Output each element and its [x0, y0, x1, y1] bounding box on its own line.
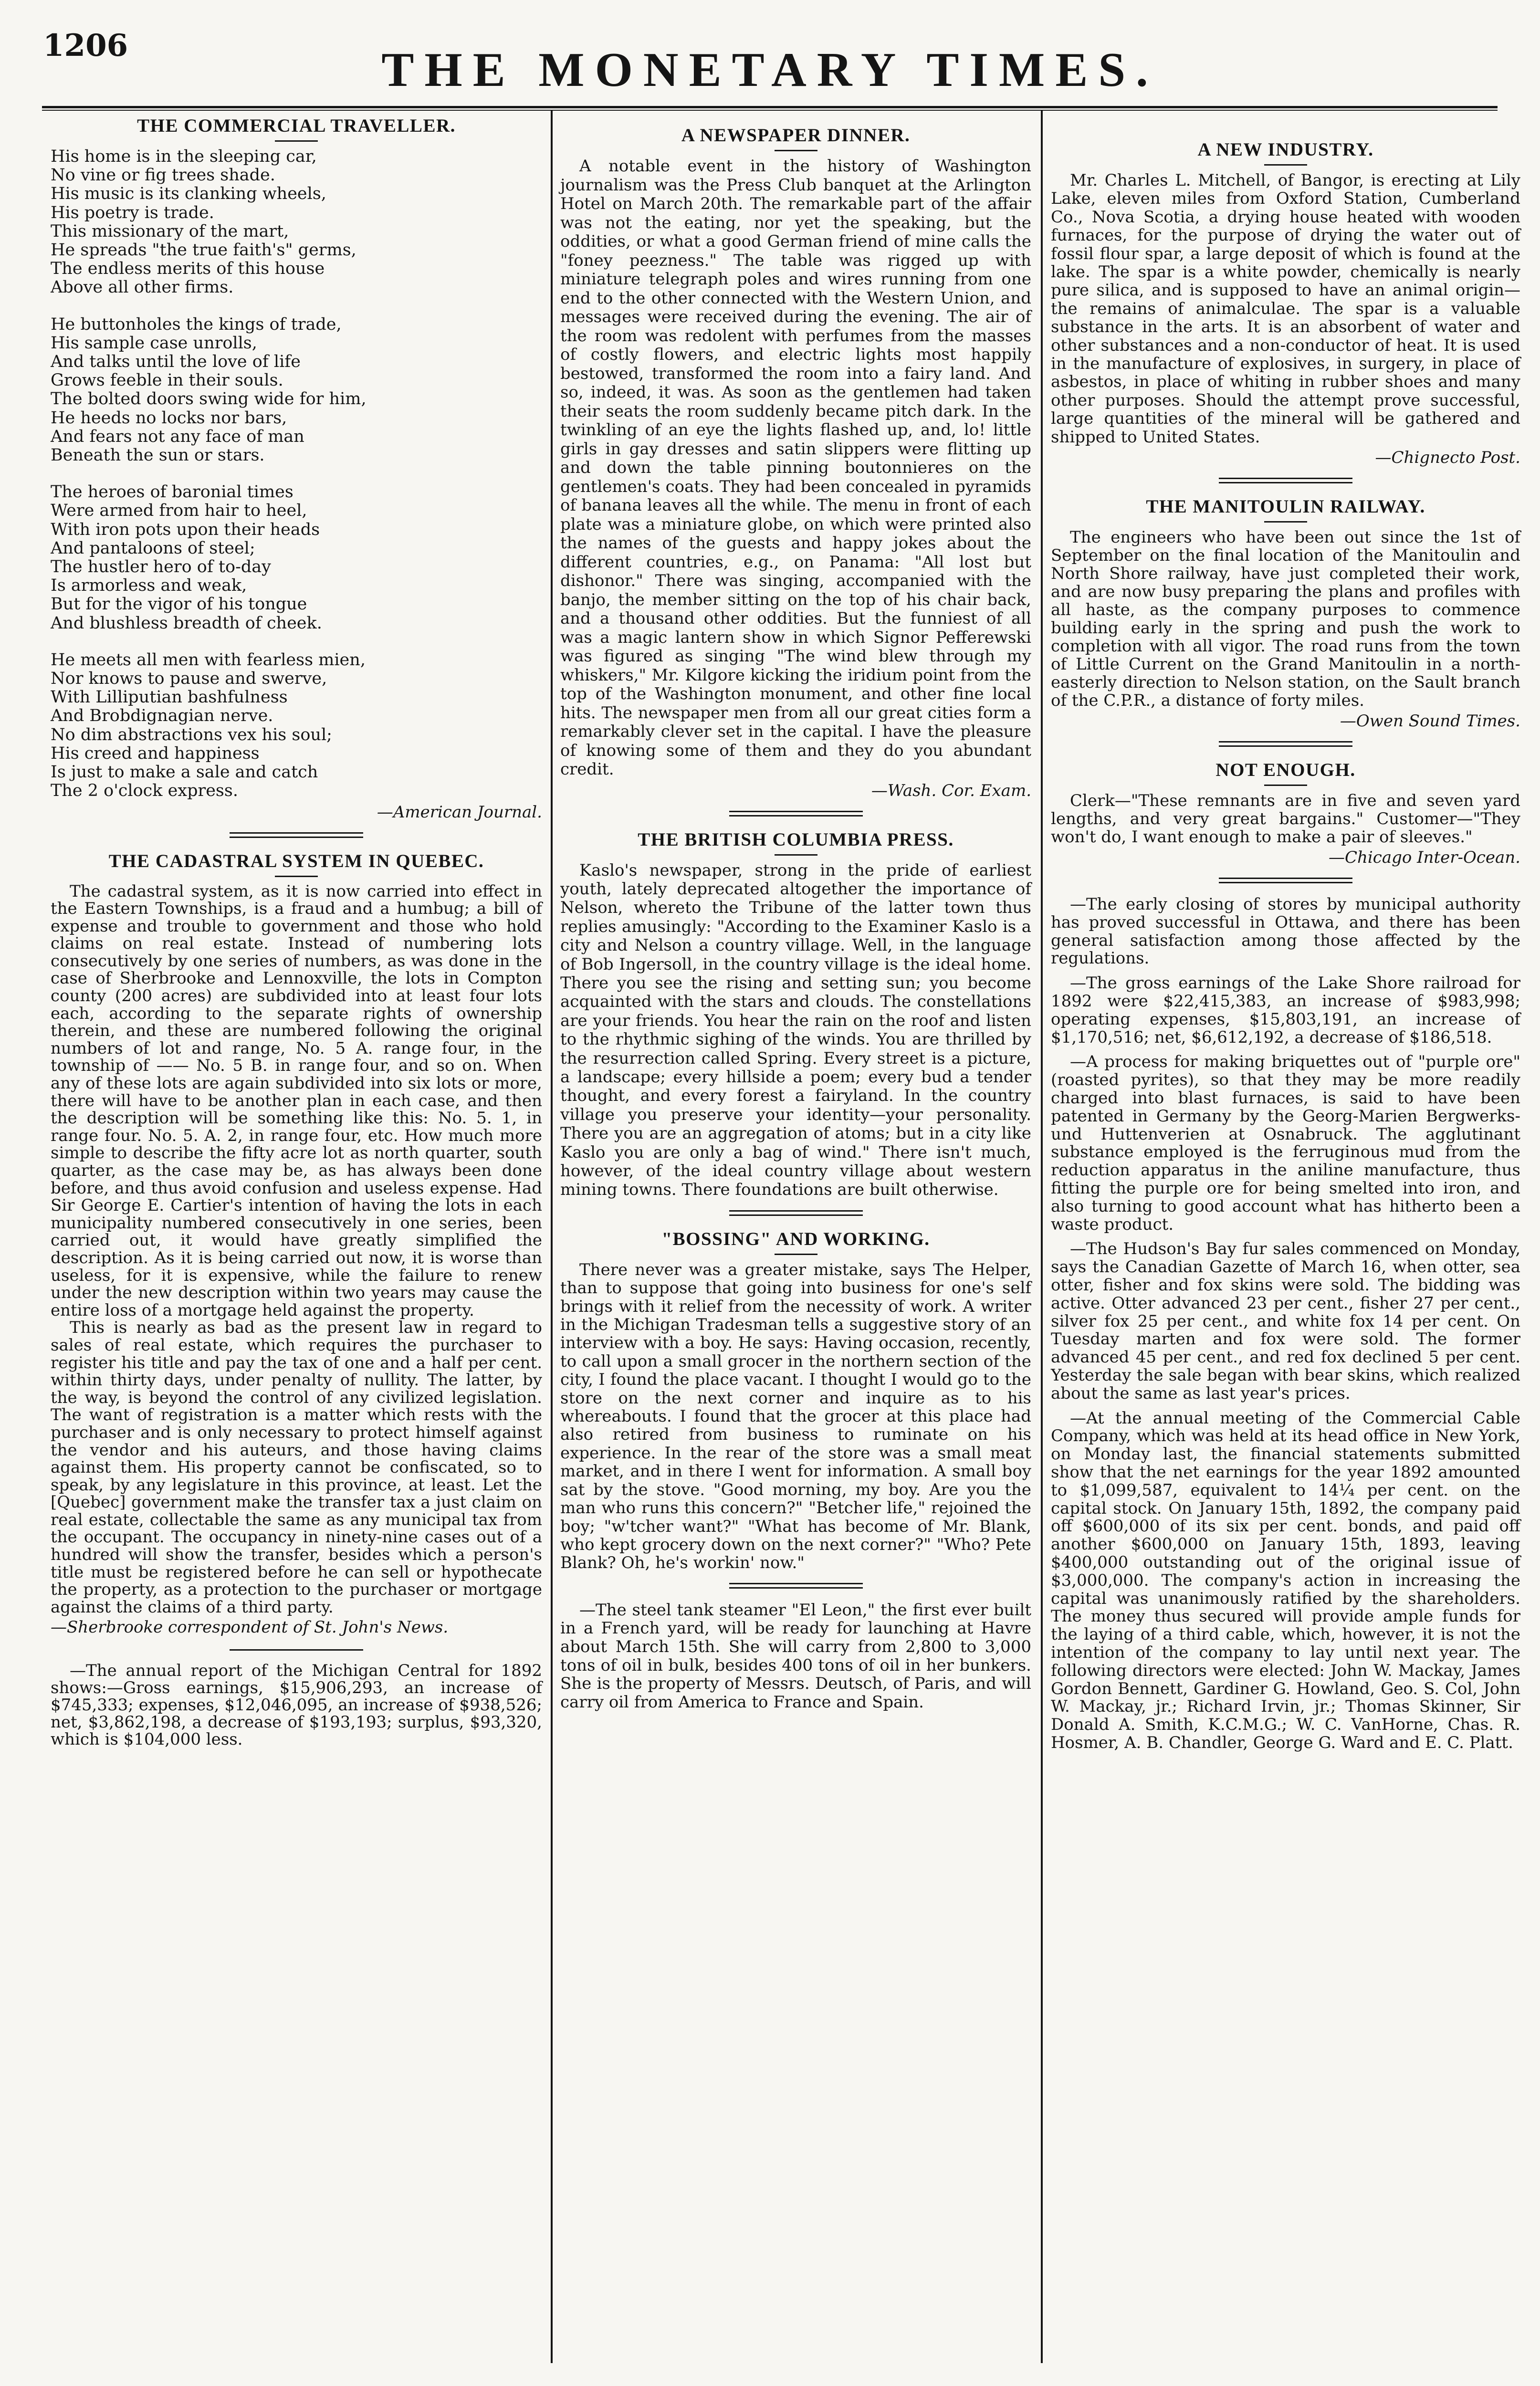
article-title: "BOSSING" AND WORKING.	[661, 1228, 930, 1249]
article-commercial-traveller	[51, 112, 542, 822]
article-title: THE BRITISH COLUMBIA PRESS.	[638, 829, 954, 850]
title-dash	[1264, 521, 1307, 523]
article-source: —Wash. Cor. Exam.	[871, 781, 1031, 800]
column-rule-right	[1041, 111, 1043, 2363]
article-bossing-and-working	[560, 1228, 1031, 1572]
article-newspaper-dinner	[560, 112, 1031, 800]
article-paragraph: A notable event in the history of Washington journalism was the Press Club banquet at the Arlington Hotel on March 20th. The remarkable part of the affair was not the eating, nor yet the speaking, but the oddities, or what a good German friend of mine calls the "foney peezness." The table was rigged up with miniature telegraph poles and wires running from one end to the other connected with the Western Union, and messages were received during the evening. The air of the room was redolent with perfumes from the masses of costly flowers, and electric lights most happily bestowed, transformed the room into a fairy land. And so, indeed, it was. As soon as the gentlemen had taken their seats the room suddenly became pitch dark. In the twinkling of an eye the lights flashed up, and, lo! little girls in gay dresses and satin slippers were flitting up and down the table pinning boutonnieres on the gentlemen's coats. They had been concealed in pyramids of banana leaves all the while. The menu in front of each plate was a miniature globe, on which were printed also the names of the guests and happy jokes about the different countries, e.g., on Panama: "All lost but dishonor." There was singing, accompanied with the banjo, the member sitting on the top of his chair back, and a thousand other oddities. But the funniest of all was a magic lantern show in which Signor Pefferewski was figured as singing "The wind blew through my whiskers," Mr. Kilgore kicking the iridium point from the top of the Washington monument, and other fine local hits. The newspaper men from all our great cities form a remarkably clever set in the capital. I have the pleasure of knowing some of them and they do you abundant credit.	[560, 157, 1031, 779]
article-source: —Chignecto Post.	[1375, 448, 1520, 468]
section-divider	[1219, 741, 1352, 747]
news-items	[1051, 896, 1520, 1752]
title-dash	[1264, 785, 1307, 786]
article-paragraph: There never was a greater mistake, says The Helper, than to suppose that going into business for one's self brings with it relief from the necessity of work. A writer in the Michigan Tradesman tells a suggestive story of an interview with a boy. He says: Having occasion, recently, to call upon a small grocer in the northern section of the city, I found the place vacant. I thought I would go to the store on the next corner and inquire as to his whereabouts. I found that the grocer at this place had also retired from business to ruminate on his experience. In the rear of the store was a small meat market, and in there I went for information. A small boy sat by the stove. "Good morning, my boy. Are you the man who runs this concern?" "Betcher life," rejoined the boy; "w'tcher want?" "What has become of Mr. Blank, who kept grocery down on the next corner?" "Who? Pete Blank? Oh, he's workin' now."	[560, 1260, 1031, 1573]
news-item: —The gross earnings of the Lake Shore railroad for 1892 were $22,415,383, an increase of $983,998; operating expenses, $15,803,191, an increase of $1,170,516; net, $6,612,192, a decrease of $186,518.	[1051, 973, 1520, 1047]
news-item: —A process for making briquettes out of "purple ore" (roasted pyrites), so that they may be more readily charged into blast furnaces, is said to have been patented in Germany by the Georg-Marien Bergwerks-und Huttenverien at Osnabruck. The agglutinant substance employed is the ferruginous mud from the reduction apparatus in the aniline manufacture, thus fitting the purple ore for being smelted into iron, and also turning to good account what has hitherto been a waste product.	[1051, 1052, 1520, 1234]
section-divider	[729, 1583, 863, 1589]
article-title: THE CADASTRAL SYSTEM IN QUEBEC.	[108, 850, 484, 871]
section-divider	[1219, 478, 1352, 483]
masthead-rule-thick	[42, 106, 1498, 108]
poem-verse: The heroes of baronial times Were armed from hair to heel, With iron pots upon their heads And pantaloons of steel; The hustler hero of to-day Is armorless and weak, But for the vigor of his tongue And blushless breadth of cheek.	[51, 482, 322, 633]
article-manitoulin-railway	[1051, 496, 1520, 731]
title-dash	[1264, 164, 1307, 166]
article-paragraph: The cadastral system, as it is now carried into effect in the Eastern Townships, is a fraud and a humbug; a bill of expense and trouble to government and those who hold claims on real estate. Instead of numbering lots consecutively by one series of numbers, as was done in the case of Sherbrooke and Lennoxville, the lots in Compton county (200 acres) are subdivided into at least four lots each, according to the separate rights of ownership therein, and these are numbered following the original numbers of lot and range, No. 5 A. range four, in the township of —— No. 5 B. in range four, and so on. When any of these lots are again subdivided into six lots or more, there will have to be another plan in each case, and then the description will be something like this: No. 5. 1, in range four. No. 5. A. 2, in range four, etc. How much more simple to describe the fifty acre lot as north quarter, south quarter, as the case may be, as has always been done before, and thus avoid confusion and useless expense. Had Sir George E. Cartier's intention of having the lots in each municipality numbered consecutively in one series, been carried out, it would have greatly simplified the description. As it is being carried out now, it is worse than useless, for it is expensive, while the failure to renew under the new description within two years may cause the entire loss of a mortgage held against the property.	[51, 881, 542, 1320]
poem-verse: He meets all men with fearless mien, Nor knows to pause and swerve, With Lilliputian bashfulness And Brobdignagian nerve. No dim abstractions vex his soul; His creed and happiness Is just to make a sale and catch The 2 o'clock express.	[51, 650, 366, 801]
article-paragraph: This is nearly as bad as the present law in regard to sales of real estate, which requires the purchaser to register his title and pay the tax of one and a half per cent. within thirty days, under penalty of nullity. The latter, by the way, is beyond the control of any civilized legislation. The want of registration is a matter which rests with the purchaser and is only necessary to protect himself against the vendor and his auteurs, and those having claims against them. His property cannot be confiscated, so to speak, by any legislature in this province, at least. Let the [Quebec] government make the transfer tax a just claim on real estate, collectable the same as any municipal tax from the occupant. The occupancy in ninety-nine cases out of a hundred will show the transfer, besides which a person's title must be registered before he can sell or hypothecate the property, as a protection to the purchaser or mortgage against the claims of a third party.	[51, 1318, 542, 1617]
section-divider	[729, 1210, 863, 1216]
column-rule-left	[551, 111, 553, 2363]
article-source: —Owen Sound Times.	[1340, 712, 1520, 731]
column-2	[554, 112, 1038, 2365]
article-new-industry	[1051, 112, 1520, 467]
article-title: THE COMMERCIAL TRAVELLER.	[137, 115, 456, 136]
title-dash	[275, 876, 318, 877]
section-divider	[230, 832, 363, 838]
title-dash	[775, 150, 817, 151]
poem-verse: His home is in the sleeping car, No vine or fig trees shade. His music is its clanking wheels, His poetry is trade. This missionary of the mart, He spreads "the true faith's" germs, The endless merits of this house Above all other firms.	[51, 147, 356, 297]
news-item: —The steel tank steamer "El Leon," the first ever built in a French yard, will be ready for launching at Havre about March 15th. She will carry from 2,800 to 3,000 tons of oil in bulk, besides 400 tons of oil in her bunkers. She is the property of Messrs. Deutsch, of Paris, and will carry oil from America to France and Spain.	[560, 1600, 1031, 1712]
masthead-rule-thin	[42, 110, 1498, 111]
article-title: THE MANITOULIN RAILWAY.	[1146, 496, 1425, 517]
section-divider	[1219, 878, 1352, 883]
news-item: —The early closing of stores by municipal authority has proved successful in Ottawa, and there has been general satisfaction among those affected by the regulations.	[1051, 895, 1520, 968]
article-michigan-central	[51, 1662, 542, 1748]
news-item: —The Hudson's Bay fur sales commenced on Monday, says the Canadian Gazette of March 16, when otter, sea otter, fisher and fox skins were sold. The bidding was active. Otter advanced 23 per cent., fisher 27 per cent., silver fox 25 per cent., and white fox 14 per cent. On Tuesday marten and fox were sold. The former advanced 45 per cent., and red fox declined 5 per cent. Yesterday the sale began with bear skins, which realized about the same as last year's prices.	[1051, 1239, 1520, 1403]
page-number: 1206	[43, 28, 128, 63]
article-paragraph: Clerk—"These remnants are in five and seven yard lengths, and very great bargains." Customer—"They won't do, I want enough to make a pair of sleeves."	[1051, 791, 1520, 847]
article-cadastral-system	[51, 850, 542, 1637]
article-paragraph: Kaslo's newspaper, strong in the pride of earliest youth, lately deprecated altogether the importance of Nelson, whereto the Tribune of the latter town thus replies amusingly: "According to the Examiner Kaslo is a city and Nelson a country village. Well, in the language of Bob Ingersoll, in the country village is the ideal home. There you see the rising and setting sun; you become acquainted with the stars and clouds. The constellations are your friends. You hear the rain on the roof and listen to the rhythmic sighing of the winds. You are thrilled by the resurrection called Spring. Every street is a picture, a landscape; every hillside a poem; every bud a tender thought, and every forest a fairyland. In the country village you preserve your identity—your personality. There you are an aggregation of atoms; but in a city like Kaslo you are only a bag of wind." There isn't much, however, of the ideal country village about western mining towns. There foundations are built otherwise.	[560, 860, 1031, 1200]
article-bc-press	[560, 829, 1031, 1200]
article-source: —Chicago Inter-Ocean.	[1328, 848, 1520, 868]
article-source: —American Journal.	[377, 802, 542, 822]
column-3	[1044, 112, 1527, 2365]
article-el-leon	[560, 1601, 1031, 1712]
column-1	[44, 112, 549, 2365]
title-dash	[275, 140, 318, 142]
article-title: A NEWSPAPER DINNER.	[681, 125, 911, 146]
article-title: A NEW INDUSTRY.	[1197, 139, 1374, 160]
article-source: —Sherbrooke correspondent of St. John's News.	[51, 1618, 449, 1637]
section-divider	[729, 811, 863, 816]
news-item: —At the annual meeting of the Commercial Cable Company, which was held at its head office in New York, on Monday last, the financial statements submitted show that the net earnings for the year 1892 amounted to $1,099,587, equivalent to 14¼ per cent. on the capital stock. On January 15th, 1892, the company paid off $600,000 of its six per cent. bonds, and paid off another $600,000 on January 15th, 1893, leaving $400,000 outstanding out of the original issue of $3,000,000. The company's action in increasing the capital was unanimously ratified by the shareholders. The money thus secured will provide ample funds for the laying of a third cable, which, however, it is not the intention of the company to lay until next year. The following directors were elected: John W. Mackay, James Gordon Bennett, Gardiner G. Howland, Geo. S. Col, John W. Mackay, jr.; Richard Irvin, jr.; Thomas Skinner, Sir Donald A. Smith, K.C.M.G.; W. C. VanHorne, Chas. R. Hosmer, A. B. Chandler, George G. Ward and E. C. Platt.	[1051, 1408, 1520, 1752]
poem-verse: He buttonholes the kings of trade, His sample case unrolls, And talks until the love of life Grows feeble in their souls. The bolted doors swing wide for him, He heeds no locks nor bars, And fears not any face of man Beneath the sun or stars.	[51, 314, 367, 465]
title-dash	[775, 1254, 817, 1255]
article-paragraph: The engineers who have been out since the 1st of September on the final location of the Manitoulin and North Shore railway, have just completed their work, and are now busy preparing the plans and profiles with all haste, as the company purposes to commence building early in the spring and push the work to completion with all vigor. The road runs from the town of Little Current on the Grand Manitoulin in a north-easterly direction to Nelson station, on the Sault branch of the C.P.R., a distance of forty miles.	[1051, 528, 1520, 711]
masthead: THE MONETARY TIMES.	[381, 43, 1159, 97]
news-item: —The annual report of the Michigan Central for 1892 shows:—Gross earnings, $15,906,293, an increase of $745,333; expenses, $12,046,095, an increase of $938,526; net, $3,862,198, a decrease of $193,193; surplus, $93,320, which is $104,000 less.	[51, 1661, 542, 1749]
article-not-enough	[1051, 759, 1520, 867]
title-dash	[775, 854, 817, 856]
article-paragraph: Mr. Charles L. Mitchell, of Bangor, is erecting at Lily Lake, eleven miles from Oxford Station, Cumberland Co., Nova Scotia, a drying house heated with wooden furnaces, for the purpose of drying the water out of fossil flour spar, a large deposit of which is found at the lake. The spar is a white powder, chemically is nearly pure silica, and is supposed to have an animal origin—the remains of animalculae. The spar is a valuable substance in the arts. It is an absorbent of water and other substances and a non-conductor of heat. It is used in the manufacture of explosives, in surgery, in place of asbestos, in place of whiting in rubber shoes and many other purposes. Should the attempt prove successful, large quantities of the mineral will be gathered and shipped to United States.	[1051, 171, 1520, 447]
article-title: NOT ENOUGH.	[1215, 760, 1356, 781]
section-divider	[230, 1649, 363, 1651]
